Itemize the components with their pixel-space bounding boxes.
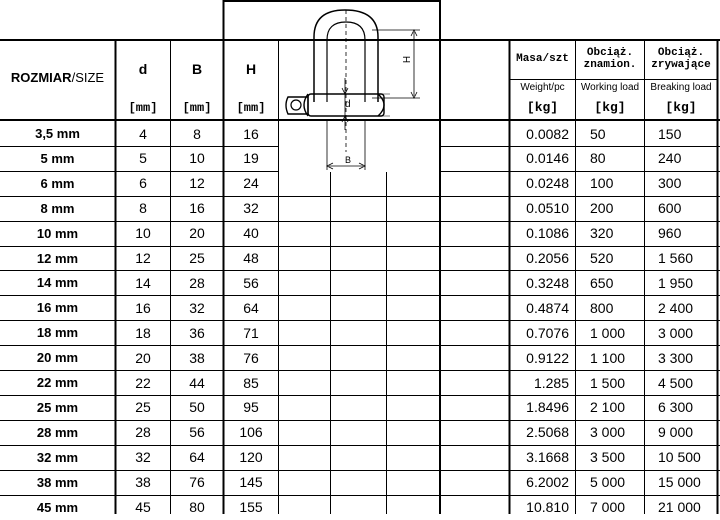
table-row <box>0 470 720 495</box>
h-column-header: H <box>245 60 257 77</box>
b-cell: 32 <box>189 299 205 316</box>
mass-cell: 0.3248 <box>526 274 569 291</box>
breaking-load-cell: 240 <box>658 150 682 167</box>
h-cell: 56 <box>243 274 259 291</box>
size-cell: 5 mm <box>40 150 75 166</box>
working-load-cell: 1 000 <box>590 324 626 341</box>
working-load-cell: 320 <box>590 225 614 242</box>
diagram-label-b: B <box>345 155 352 165</box>
h-cell: 85 <box>243 374 259 391</box>
breaking-load-cell: 1 560 <box>658 250 694 266</box>
diagram-label-d: d <box>345 99 351 110</box>
d-cell: 8 <box>139 200 147 217</box>
size-cell: 28 mm <box>36 424 79 440</box>
table-row <box>0 295 720 320</box>
breaking-load-cell: 3 300 <box>658 349 694 366</box>
mass-cell: 1.8496 <box>526 399 569 416</box>
breaking-load-title-1: Obciąż. <box>657 47 705 60</box>
table-row <box>0 445 720 470</box>
breaking-load-cell: 21 000 <box>658 499 701 515</box>
working-load-cell: 520 <box>590 250 614 266</box>
b-cell: 20 <box>189 225 205 242</box>
b-cell: 8 <box>193 125 201 142</box>
working-load-cell: 100 <box>590 175 614 192</box>
h-cell: 64 <box>243 299 259 316</box>
size-header-main: ROZMIAR <box>10 70 72 86</box>
size-cell: 20 mm <box>36 350 79 366</box>
size-cell: 25 mm <box>36 399 79 415</box>
mass-cell: 1.285 <box>533 374 569 391</box>
table-row <box>0 495 720 520</box>
mass-unit-label: [kg] <box>526 100 559 116</box>
breaking-load-sub-label: Breaking load <box>650 81 712 93</box>
working-load-unit-label: [kg] <box>594 100 626 116</box>
size-cell: 6 mm <box>40 175 75 191</box>
h-cell: 32 <box>243 200 259 217</box>
d-cell: 18 <box>135 324 151 341</box>
b-cell: 36 <box>189 324 205 341</box>
d-cell: 4 <box>139 125 147 142</box>
mass-sub-label: Weight/pc <box>520 81 565 93</box>
d-cell: 38 <box>135 474 151 491</box>
d-cell: 45 <box>135 499 151 515</box>
d-cell: 14 <box>135 274 151 291</box>
working-load-cell: 200 <box>590 200 614 217</box>
mass-cell: 3.1668 <box>526 449 569 466</box>
b-cell: 10 <box>189 150 205 167</box>
working-load-cell: 650 <box>590 274 614 291</box>
working-load-cell: 80 <box>590 150 606 167</box>
working-load-cell: 3 500 <box>590 449 626 466</box>
size-cell: 45 mm <box>36 499 79 515</box>
working-load-title-2: znamion. <box>583 59 637 71</box>
b-cell: 76 <box>189 474 205 491</box>
d-cell: 32 <box>135 449 151 466</box>
table-row <box>0 370 720 395</box>
table-row <box>0 221 720 246</box>
breaking-load-cell: 2 400 <box>658 299 694 316</box>
diagram-label-h: H <box>402 55 414 64</box>
b-cell: 25 <box>189 250 205 266</box>
table-row <box>0 345 720 370</box>
h-cell: 40 <box>243 225 259 242</box>
mass-cell: 0.0082 <box>526 125 569 142</box>
h-cell: 76 <box>243 349 259 366</box>
b-cell: 28 <box>189 274 205 291</box>
b-cell: 80 <box>189 499 205 515</box>
h-cell: 24 <box>243 175 259 192</box>
breaking-load-cell: 6 300 <box>658 399 694 416</box>
table-row <box>0 196 720 221</box>
size-cell: 12 mm <box>36 250 79 266</box>
breaking-load-cell: 1 950 <box>658 274 694 291</box>
mass-cell: 0.9122 <box>526 349 569 366</box>
breaking-load-cell: 9 000 <box>658 424 694 441</box>
d-cell: 16 <box>135 299 151 316</box>
breaking-load-cell: 150 <box>658 125 682 142</box>
mass-cell: 0.4874 <box>526 299 569 316</box>
size-cell: 3,5 mm <box>35 126 80 141</box>
breaking-load-cell: 4 500 <box>658 374 694 391</box>
working-load-cell: 3 000 <box>590 424 626 441</box>
size-cell: 18 mm <box>36 325 79 341</box>
table-row <box>0 121 720 146</box>
size-cell: 32 mm <box>36 449 79 465</box>
b-column-header: B <box>191 60 203 77</box>
table-row <box>0 246 720 271</box>
mass-cell: 0.2056 <box>526 250 569 266</box>
h-cell: 145 <box>239 474 263 491</box>
mass-cell: 0.7076 <box>526 324 569 341</box>
breaking-load-cell: 10 500 <box>658 449 701 466</box>
mass-cell: 6.2002 <box>526 474 569 491</box>
table-row <box>0 320 720 345</box>
h-cell: 120 <box>239 449 263 466</box>
size-cell: 10 mm <box>36 225 79 241</box>
table-row <box>0 420 720 445</box>
working-load-cell: 1 100 <box>590 349 626 366</box>
b-cell: 16 <box>189 200 205 217</box>
working-load-sub-label: Working load <box>580 81 640 93</box>
d-cell: 5 <box>139 150 147 167</box>
size-cell: 14 mm <box>36 275 79 291</box>
b-cell: 44 <box>189 374 205 391</box>
d-cell: 22 <box>135 374 151 391</box>
breaking-load-cell: 3 000 <box>658 324 694 341</box>
d-column-header: d <box>138 60 148 77</box>
mass-cell: 0.0248 <box>526 175 569 192</box>
table-row <box>0 171 720 196</box>
size-cell: 8 mm <box>40 200 75 216</box>
d-cell: 6 <box>139 175 147 192</box>
working-load-cell: 7 000 <box>590 499 626 515</box>
working-load-cell: 50 <box>590 125 606 142</box>
table-row <box>0 270 720 295</box>
size-column-header <box>0 60 115 96</box>
table-row <box>0 395 720 420</box>
d-cell: 28 <box>135 424 151 441</box>
breaking-load-title-2: zrywające <box>651 59 711 71</box>
size-cell: 16 mm <box>36 300 79 316</box>
breaking-load-header <box>645 42 717 78</box>
breaking-load-cell: 600 <box>658 200 682 217</box>
breaking-load-cell: 960 <box>658 225 682 242</box>
breaking-load-unit-label: [kg] <box>665 100 697 116</box>
size-cell: 38 mm <box>36 474 79 490</box>
working-load-cell: 1 500 <box>590 374 626 391</box>
breaking-load-cell: 300 <box>658 175 682 192</box>
mass-column-header: Masa/szt <box>516 53 569 66</box>
b-cell: 38 <box>189 349 205 366</box>
b-cell: 12 <box>189 175 205 192</box>
size-header-english: /SIZE <box>71 70 105 86</box>
mass-cell: 0.0146 <box>526 150 569 167</box>
mass-cell: 0.0510 <box>526 200 569 217</box>
h-cell: 48 <box>243 250 259 266</box>
size-cell: 22 mm <box>36 375 79 390</box>
d-cell: 20 <box>135 349 151 366</box>
mass-cell: 0.1086 <box>526 225 569 242</box>
d-cell: 10 <box>135 225 151 242</box>
d-unit-label: [mm] <box>128 100 158 115</box>
d-cell: 12 <box>135 250 151 266</box>
h-cell: 106 <box>239 424 263 441</box>
b-unit-label: [mm] <box>182 100 212 115</box>
h-cell: 95 <box>243 399 259 416</box>
d-cell: 25 <box>135 399 151 416</box>
h-cell: 19 <box>243 150 259 167</box>
mass-cell: 10.810 <box>526 499 569 515</box>
b-cell: 50 <box>189 399 205 416</box>
b-cell: 64 <box>189 449 205 466</box>
working-load-header <box>576 42 644 78</box>
working-load-title-1: Obciąż. <box>586 47 634 60</box>
h-unit-label: [mm] <box>236 100 266 115</box>
working-load-cell: 5 000 <box>590 474 626 491</box>
mass-cell: 2.5068 <box>526 424 569 441</box>
h-cell: 155 <box>239 499 263 515</box>
working-load-cell: 2 100 <box>590 399 626 416</box>
h-cell: 71 <box>243 324 259 341</box>
table-row <box>0 146 720 171</box>
breaking-load-cell: 15 000 <box>658 474 701 491</box>
h-cell: 16 <box>243 125 259 142</box>
working-load-cell: 800 <box>590 299 614 316</box>
b-cell: 56 <box>189 424 205 441</box>
